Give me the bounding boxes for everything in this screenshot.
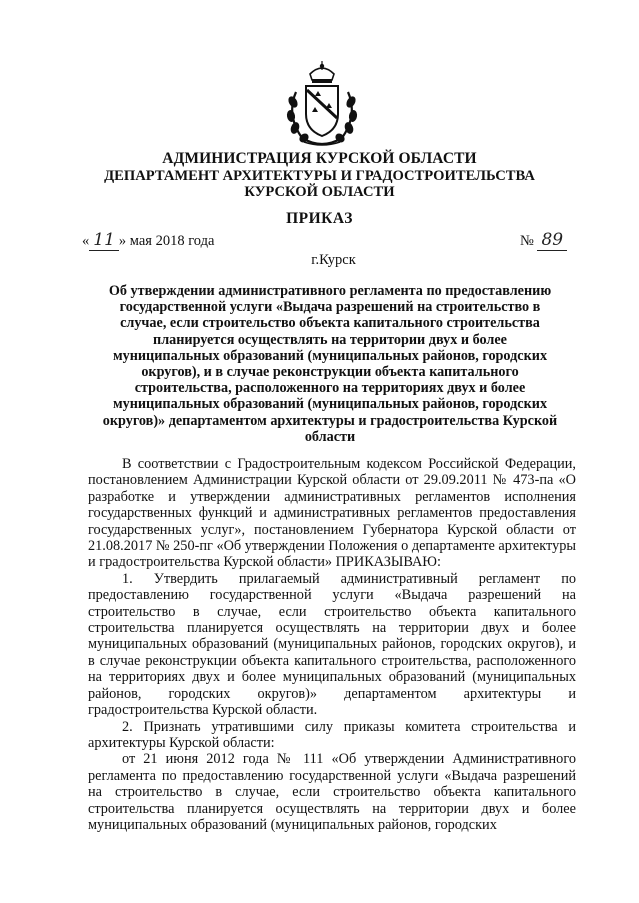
order-title: Об утверждении административного регламента по предоставлению государственной услуги «Выдача разрешений на строительство в случае, если строительство объекта капитального строительства планируется осуществлять на территории двух и более муниципальных образований (муниципальных районов, городских округов), и в случае реконструкции объекта капитального строительства, расположенного на территориях двух и более муниципальных образований (муниципальных районов, городских округов)» департаментом архитектуры и градостроительства Курской области: [102, 283, 558, 445]
order-day-handwritten: 11: [89, 230, 119, 251]
paragraph-repealed-order: от 21 июня 2012 года № 111 «Об утверждении Административного регламента по предоставлению государственной услуги «Выдача разрешений на строительство в случае, если строительство объекта капитального строительства планируется осуществлять на территории двух и более муниципальных образований (муниципальных районов, городских: [88, 751, 576, 833]
paragraph-item-1: 1. Утвердить прилагаемый административный регламент по предоставлению государственной услуги «Выдача разрешений на строительство в случае, если строительство объекта капитального строительства планируется осуществлять на территории двух и более муниципальных образований (муниципальных районов, городских округов), и в случае реконструкции объекта капитального строительства, расположенного на территориях двух и более муниципальных образований (муниципальных районов, городских округов)» департаментом архитектуры и градостроительства Курской области.: [88, 570, 576, 719]
coat-of-arms-icon: [282, 60, 362, 148]
paragraph-preamble: В соответствии с Градостроительным кодексом Российской Федерации, постановлением Администрации Курской области от 29.09.2011 № 473-па «О разработке и утверждении административных регламентов исполнения государственных функций и административных регламентов предоставления государственных услуг», постановлением Губернатора Курской области от 21.08.2017 № 250-пг «Об утверждении Положения о департаменте архитектуры и градостроительства Курской области» ПРИКАЗЫВАЮ:: [88, 456, 576, 571]
order-body: [88, 456, 576, 833]
order-number-handwritten: 89: [537, 230, 567, 251]
paragraph-item-2: 2. Признать утратившими силу приказы комитета строительства и архитектуры Курской области:: [88, 718, 576, 751]
document-type: ПРИКАЗ: [286, 210, 353, 227]
header-department: ДЕПАРТАМЕНТ АРХИТЕКТУРЫ И ГРАДОСТРОИТЕЛЬСТВА: [104, 168, 535, 184]
order-number: № 89: [520, 230, 567, 250]
header-region: КУРСКОЙ ОБЛАСТИ: [244, 184, 395, 200]
order-city: г.Курск: [311, 252, 356, 268]
order-date: « 11 » мая 2018 года: [82, 230, 215, 250]
header-organization: АДМИНИСТРАЦИЯ КУРСКОЙ ОБЛАСТИ: [162, 150, 477, 167]
